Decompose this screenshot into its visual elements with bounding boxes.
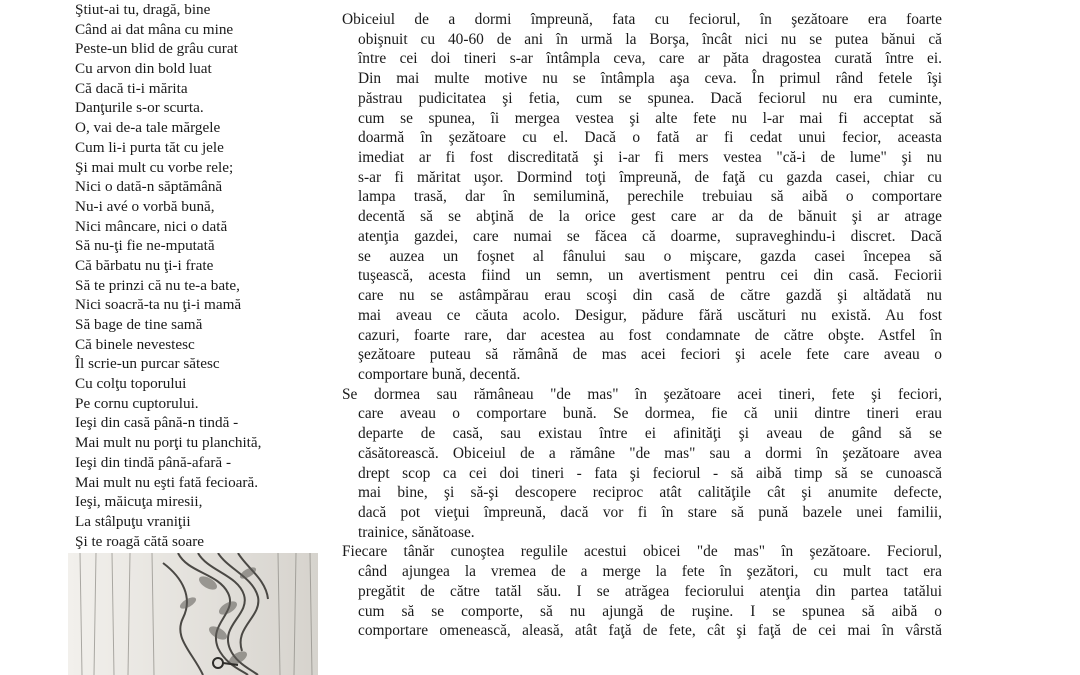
poem-line: Că dacă ti-i mărita: [75, 79, 188, 97]
poem-line: Că bărbatu nu ţi-i frate: [75, 256, 214, 274]
prose-line: păstrau pudicitatea şi fetia, cum se spunea. Dacă feciorul nu era cuminte,: [358, 89, 942, 107]
photo-woven-textile: [68, 553, 318, 675]
prose-line: drept scop ca cei doi tineri - fata şi feciorul - să aibă timp să se cunoască: [358, 464, 942, 482]
prose-line: se auzea un foşnet al fânului sau o mişcare, gazda casei începea să: [358, 247, 942, 265]
prose-line: doarmă în şezătoare cu el. Dacă o fată ar fi cedat unui fecior, aceasta: [358, 129, 942, 147]
prose-line: decentă să se abţină de la orice gest care ar da de bănuit şi ar atrage: [358, 208, 942, 226]
prose-line: cum se spunea, îi mergea vestea şi alte fete nu l-ar mai fi acceptat să: [358, 109, 942, 127]
prose-line: lampa trasă, dar în semilumină, perechile trebuiau să aibă o comportare: [358, 188, 942, 206]
poem-line: Nici mâncare, nici o dată: [75, 217, 228, 235]
poem-line: Cu colţu toporului: [75, 375, 187, 393]
prose-line: care aveau o comportare bună. Se dormea, fie că unii dintre tineri erau: [358, 405, 942, 423]
prose-column: [342, 10, 942, 641]
poem-line: Pe cornu cuptorului.: [75, 394, 199, 412]
prose-line: Fiecare tânăr cunoştea regulile acestui obicei "de mas" în şezătoare. Feciorul,: [342, 543, 942, 561]
poem-line: Şi te roagă cătă soare: [75, 532, 205, 550]
poem-line: Ieşi, măicuţa miresii,: [75, 493, 203, 511]
prose-line: când ajungea la vremea de a merge la fete în şezători, cu mult tact era: [358, 563, 942, 581]
poem-line: Şi mai mult cu vorbe rele;: [75, 158, 234, 176]
prose-line: atenţia gazdei, care numai se făcea că doarme, supraveghindu-i discret. Dacă: [358, 227, 942, 245]
prose-line: trainice, sănătoase.: [358, 523, 475, 541]
prose-line: Se dormea sau rămâneau "de mas" în şezătoare acei tineri, fete şi feciori,: [342, 385, 942, 403]
poem-line: Să te prinzi că nu te-a bate,: [75, 276, 240, 294]
prose-line: dacă pot vieţui împreună, dacă vor fi în stare să pună bazele unei familii,: [358, 503, 942, 521]
prose-line: căsătorească. Obiceiul de a rămâne "de mas" sau a dormi în şezătoare avea: [358, 444, 942, 462]
poem-line: Nici soacră-ta nu ţi-i mamă: [75, 296, 242, 314]
prose-line: şezătoare puteau să rămână de mas acei feciori şi acele fete care aveau o: [358, 346, 942, 364]
poem-line: La stâlpuţu vraniţii: [75, 512, 191, 530]
prose-line: mai aveau ce căuta acolo. Desigur, pădure fără uscături nu există. Au fost: [358, 306, 942, 324]
poem-line: O, vai de-a tale mărgele: [75, 119, 221, 137]
prose-line: Obiceiul de a dormi împreună, fata cu feciorul, în şezătoare era foarte: [342, 11, 942, 28]
poem-line: Peste-un blid de grâu curat: [75, 40, 238, 58]
poem-line: Mai mult nu porţi tu planchită,: [75, 434, 262, 452]
poem-line: Ieşi din tindă până-afară -: [75, 453, 232, 471]
prose-line: între cei doi tineri s-ar întâmpla ceva, care ar păta dragostea curată între ei.: [358, 50, 942, 68]
poem-column: [75, 0, 325, 551]
prose-line: imediat ar fi fost discreditată şi i-ar fi mers vestea "că-i de lume" şi nu: [358, 149, 942, 167]
poem-line: Nici o dată-n săptămână: [75, 178, 223, 196]
poem-line: Cum li-i purta tăt cu jele: [75, 138, 224, 156]
poem-line: Că binele nevestesc: [75, 335, 195, 353]
poem-line: Ştiut-ai tu, dragă, bine: [75, 1, 211, 18]
prose-line: pregătit de către tatăl său. I se atrăgea feciorului atenţia din partea tatălui: [358, 582, 942, 600]
prose-line: s-ar fi măritat uşor. Dormind toţi împreună, de faţă cu gazda casei, chiar cu: [358, 168, 942, 186]
prose-line: cum să se comporte, să nu ajungă de ruşine. I se spunea să aibă o: [358, 602, 942, 620]
poem-line: Ieşi din casă până-n tindă -: [75, 414, 239, 432]
woven-textile-image: [68, 553, 318, 675]
prose-line: obişnuit cu 40-60 de ani în urmă la Borşa, încât nici nu se putea bănui că: [358, 30, 942, 48]
poem-line: Când ai dat mâna cu mine: [75, 20, 234, 38]
poem-line: Să bage de tine samă: [75, 316, 203, 333]
poem-line: Îl scrie-un purcar sătesc: [75, 355, 220, 373]
poem-line: Mai mult nu eşti fată fecioară.: [75, 473, 259, 491]
poem-line: Cu arvon din bold luat: [75, 60, 212, 78]
poem-line: Danţurile s-or scurta.: [75, 99, 204, 117]
poem-line: Să nu-ţi fie ne-mputată: [75, 237, 215, 255]
prose-line: cazuri, foarte rare, dar acestea au fost condamnate de către obşte. Astfel în: [358, 326, 942, 344]
prose-line: comportare bună, decentă.: [358, 365, 521, 383]
prose-line: care nu se astâmpărau erau scoşi din casă de către gazdă şi altădată nu: [358, 287, 942, 305]
poem-line: Nu-i avé o vorbă bună,: [75, 197, 215, 215]
prose-line: departe de casă, sau existau între ei afinităţi şi aveau de gând să se: [358, 425, 942, 443]
prose-line: Din mai multe motive nu se întâmpla aşa ceva. În primul rând fetele îşi: [358, 70, 942, 88]
prose-line: mai bine, şi să-şi descopere reciproc atât calităţile cât şi anumite defecte,: [358, 484, 942, 502]
prose-line: tuşească, acesta fiind un semn, un avertisment pentru cei din casă. Feciorii: [358, 267, 942, 285]
prose-line: comportare omenească, aleasă, atât faţă de fete, cât şi faţă de cei mai în vârstă: [358, 622, 942, 640]
